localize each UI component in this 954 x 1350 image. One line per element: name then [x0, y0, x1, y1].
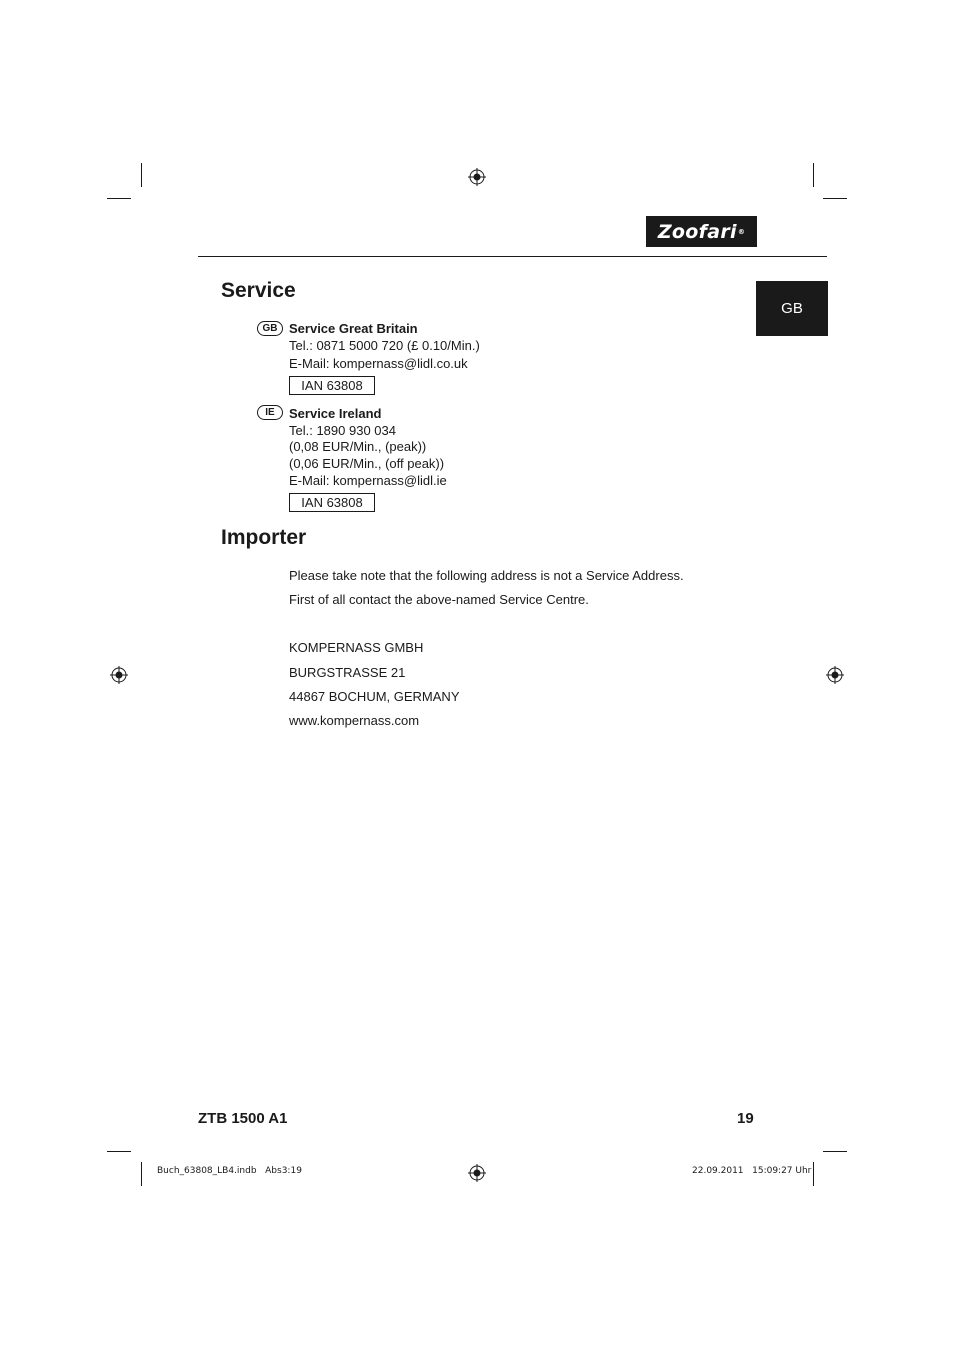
importer-note-1: Please take note that the following address is not a Service Address.	[289, 568, 684, 583]
service-ie-rate-peak: (0,08 EUR/Min., (peak))	[289, 439, 427, 454]
brand-logo: Zoofari ®	[646, 216, 757, 247]
registration-mark-icon	[826, 666, 844, 684]
service-ie-rate-offpeak: (0,06 EUR/Min., (off peak))	[289, 456, 445, 471]
crop-mark-top-left-vertical	[141, 163, 142, 187]
crop-mark-top-right-vertical	[813, 163, 814, 187]
importer-company: KOMPERNASS GMBH	[289, 640, 424, 655]
importer-city: 44867 BOCHUM, GERMANY	[289, 689, 460, 704]
importer-website: www.kompernass.com	[289, 713, 420, 728]
page-number: 19	[737, 1110, 754, 1127]
service-ie-heading: Service Ireland	[289, 406, 382, 421]
crop-mark-bottom-left-vertical	[141, 1162, 142, 1186]
service-ie-ian-box: IAN 63808	[289, 493, 375, 512]
service-gb-ian-box: IAN 63808	[289, 376, 375, 395]
importer-heading: Importer	[221, 526, 307, 549]
service-gb-heading: Service Great Britain	[289, 321, 418, 336]
header-rule	[198, 256, 827, 257]
registration-mark-icon	[110, 666, 128, 684]
brand-logo-text: Zoofari	[657, 220, 737, 243]
crop-mark-bottom-right-vertical	[813, 1162, 814, 1186]
importer-note-2: First of all contact the above-named Service Centre.	[289, 592, 589, 607]
crop-mark-bottom-left-horizontal	[107, 1151, 131, 1152]
registration-mark-icon	[468, 1164, 486, 1182]
language-tab: GB	[756, 281, 828, 336]
service-heading: Service	[221, 279, 296, 302]
service-ie-email: E-Mail: kompernass@lidl.ie	[289, 473, 447, 488]
service-gb-email: E-Mail: kompernass@lidl.co.uk	[289, 356, 468, 371]
print-slug-left: Buch_63808_LB4.indb Abs3:19	[157, 1166, 302, 1176]
crop-mark-top-left-horizontal	[107, 198, 131, 199]
registration-mark-icon	[468, 168, 486, 186]
ie-flag-badge: IE	[257, 405, 283, 420]
print-slug-right: 22.09.2011 15:09:27 Uhr	[692, 1166, 812, 1176]
crop-mark-top-right-horizontal	[823, 198, 847, 199]
crop-mark-bottom-right-horizontal	[823, 1151, 847, 1152]
importer-street: BURGSTRASSE 21	[289, 665, 406, 680]
service-gb-tel: Tel.: 0871 5000 720 (£ 0.10/Min.)	[289, 338, 480, 353]
gb-flag-badge: GB	[257, 321, 283, 336]
model-number: ZTB 1500 A1	[198, 1110, 288, 1127]
service-ie-tel: Tel.: 1890 930 034	[289, 423, 396, 438]
